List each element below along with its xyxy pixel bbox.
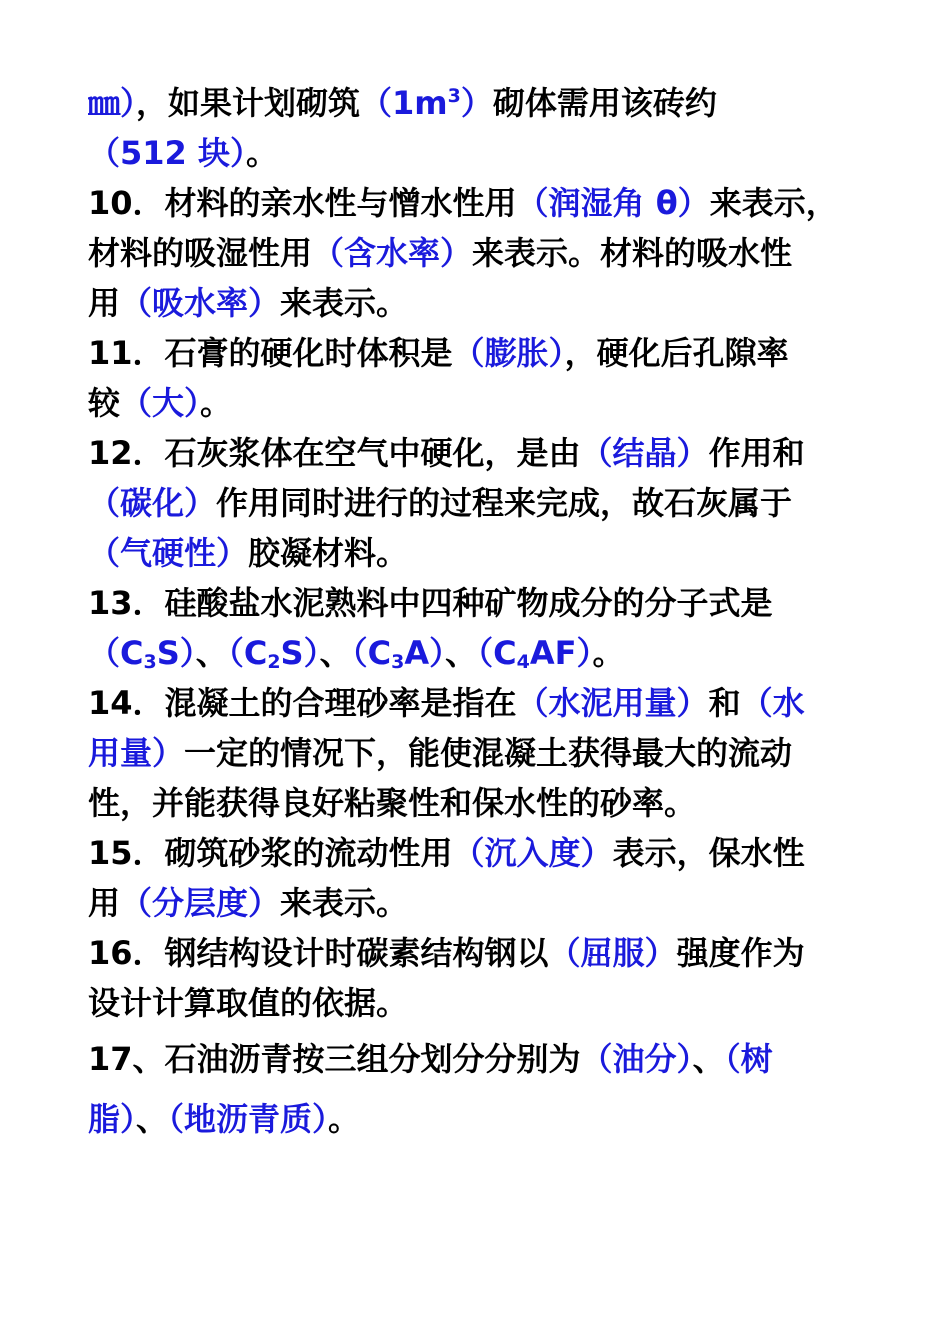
answer-text: S） (156, 634, 196, 672)
answer-text: （润湿角 θ） (516, 184, 710, 222)
text-line (88, 128, 898, 178)
answer-text: 4 (516, 651, 530, 673)
answer-text: S） (280, 634, 320, 672)
question-text: 和 (708, 684, 741, 722)
answer-text: （油分） (580, 1040, 693, 1078)
answer-text: ㎜） (88, 84, 137, 122)
text-line (88, 1028, 898, 1090)
answer-text: （1m (360, 84, 448, 122)
text-line (88, 178, 898, 228)
question-text: 来表示。 (280, 884, 409, 922)
question-text: 10．材料的亲水性与憎水性用 (88, 184, 517, 222)
question-text: 13．硅酸盐水泥熟料中四种矿物成分的分子式是 (88, 584, 773, 622)
answer-text: （512 块） (88, 134, 246, 172)
question-text: 。 (328, 1100, 361, 1138)
answer-text: 2 (267, 651, 281, 673)
answer-text: 3 (143, 651, 157, 673)
answer-text: ） (460, 84, 493, 122)
question-text: 15．砌筑砂浆的流动性用 (88, 834, 453, 872)
question-text: 、 (319, 634, 352, 672)
answer-text: 脂） (88, 1100, 137, 1138)
answer-text: （沉入度） (452, 834, 613, 872)
text-line (88, 378, 898, 428)
question-text: 作用和 (708, 434, 805, 472)
document-page (88, 78, 898, 1148)
question-text: 砌体需用该砖约 (492, 84, 717, 122)
question-text: 14．混凝土的合理砂率是指在 (88, 684, 517, 722)
question-text: 来表示。材料的吸水性 (472, 234, 793, 272)
question-text: 较 (88, 384, 121, 422)
text-line (88, 628, 898, 678)
question-text: ，硬化后孔隙率 (564, 334, 789, 372)
question-text: 、 (692, 1040, 725, 1078)
text-line (88, 778, 898, 828)
answer-text: 3 (391, 651, 405, 673)
text-line (88, 928, 898, 978)
question-text: ，如果计划砌筑 (136, 84, 361, 122)
answer-text: （分层度） (120, 884, 281, 922)
answer-text: （膨胀） (452, 334, 565, 372)
question-text: 来表示。 (280, 284, 409, 322)
answer-text: （结晶） (580, 434, 709, 472)
question-text: 、 (445, 634, 478, 672)
text-line (88, 978, 898, 1028)
text-line (88, 478, 898, 528)
question-text: 17、石油沥青按三组分划分分别为 (88, 1040, 581, 1078)
question-text: 材料的吸湿性用 (88, 234, 313, 272)
text-line (88, 328, 898, 378)
question-text: 16．钢结构设计时碳素结构钢以 (88, 934, 549, 972)
answer-text: （地沥青质） (168, 1100, 329, 1138)
text-line (88, 878, 898, 928)
answer-text: （C (351, 634, 392, 672)
text-line (88, 278, 898, 328)
answer-text: （大） (120, 384, 201, 422)
question-text: 12．石灰浆体在空气中硬化，是由 (88, 434, 581, 472)
answer-text: （水 (740, 684, 805, 722)
answer-text: （C (227, 634, 268, 672)
question-text: 。 (245, 134, 278, 172)
text-line (88, 578, 898, 628)
question-text: 来表示， (709, 184, 838, 222)
text-line (88, 78, 898, 128)
question-text: 11．石膏的硬化时体积是 (88, 334, 453, 372)
text-line (88, 1090, 898, 1148)
text-line (88, 678, 898, 728)
question-text: 、 (136, 1100, 169, 1138)
question-text: 性，并能获得良好粘聚性和保水性的砂率。 (88, 784, 697, 822)
question-text: 、 (195, 634, 228, 672)
text-line (88, 428, 898, 478)
answer-text: （碳化） (88, 484, 217, 522)
answer-text: （C (477, 634, 517, 672)
question-text: 作用同时进行的过程来完成，故石灰属于 (216, 484, 793, 522)
answer-text: AF） (529, 634, 593, 672)
answer-text: （吸水率） (120, 284, 281, 322)
answer-text: （C (88, 634, 144, 672)
text-line (88, 828, 898, 878)
answer-text: （水泥用量） (516, 684, 709, 722)
answer-text: 用量） (88, 734, 185, 772)
question-text: 。 (200, 384, 233, 422)
answer-text: （含水率） (312, 234, 473, 272)
question-text: 用 (88, 284, 121, 322)
question-text: 一定的情况下，能使混凝土获得最大的流动 (184, 734, 793, 772)
text-line (88, 228, 898, 278)
answer-text: （树 (724, 1040, 773, 1078)
question-text: 。 (592, 634, 625, 672)
question-text: 用 (88, 884, 121, 922)
question-text: 表示，保水性 (612, 834, 805, 872)
text-line (88, 528, 898, 578)
question-text: 胶凝材料。 (248, 534, 409, 572)
question-text: 强度作为 (676, 934, 805, 972)
text-line (88, 728, 898, 778)
answer-text: （气硬性） (88, 534, 249, 572)
question-text: 设计计算取值的依据。 (88, 984, 409, 1022)
answer-text: A） (404, 634, 446, 672)
answer-text: （屈服） (548, 934, 677, 972)
answer-text: 3 (447, 85, 461, 107)
